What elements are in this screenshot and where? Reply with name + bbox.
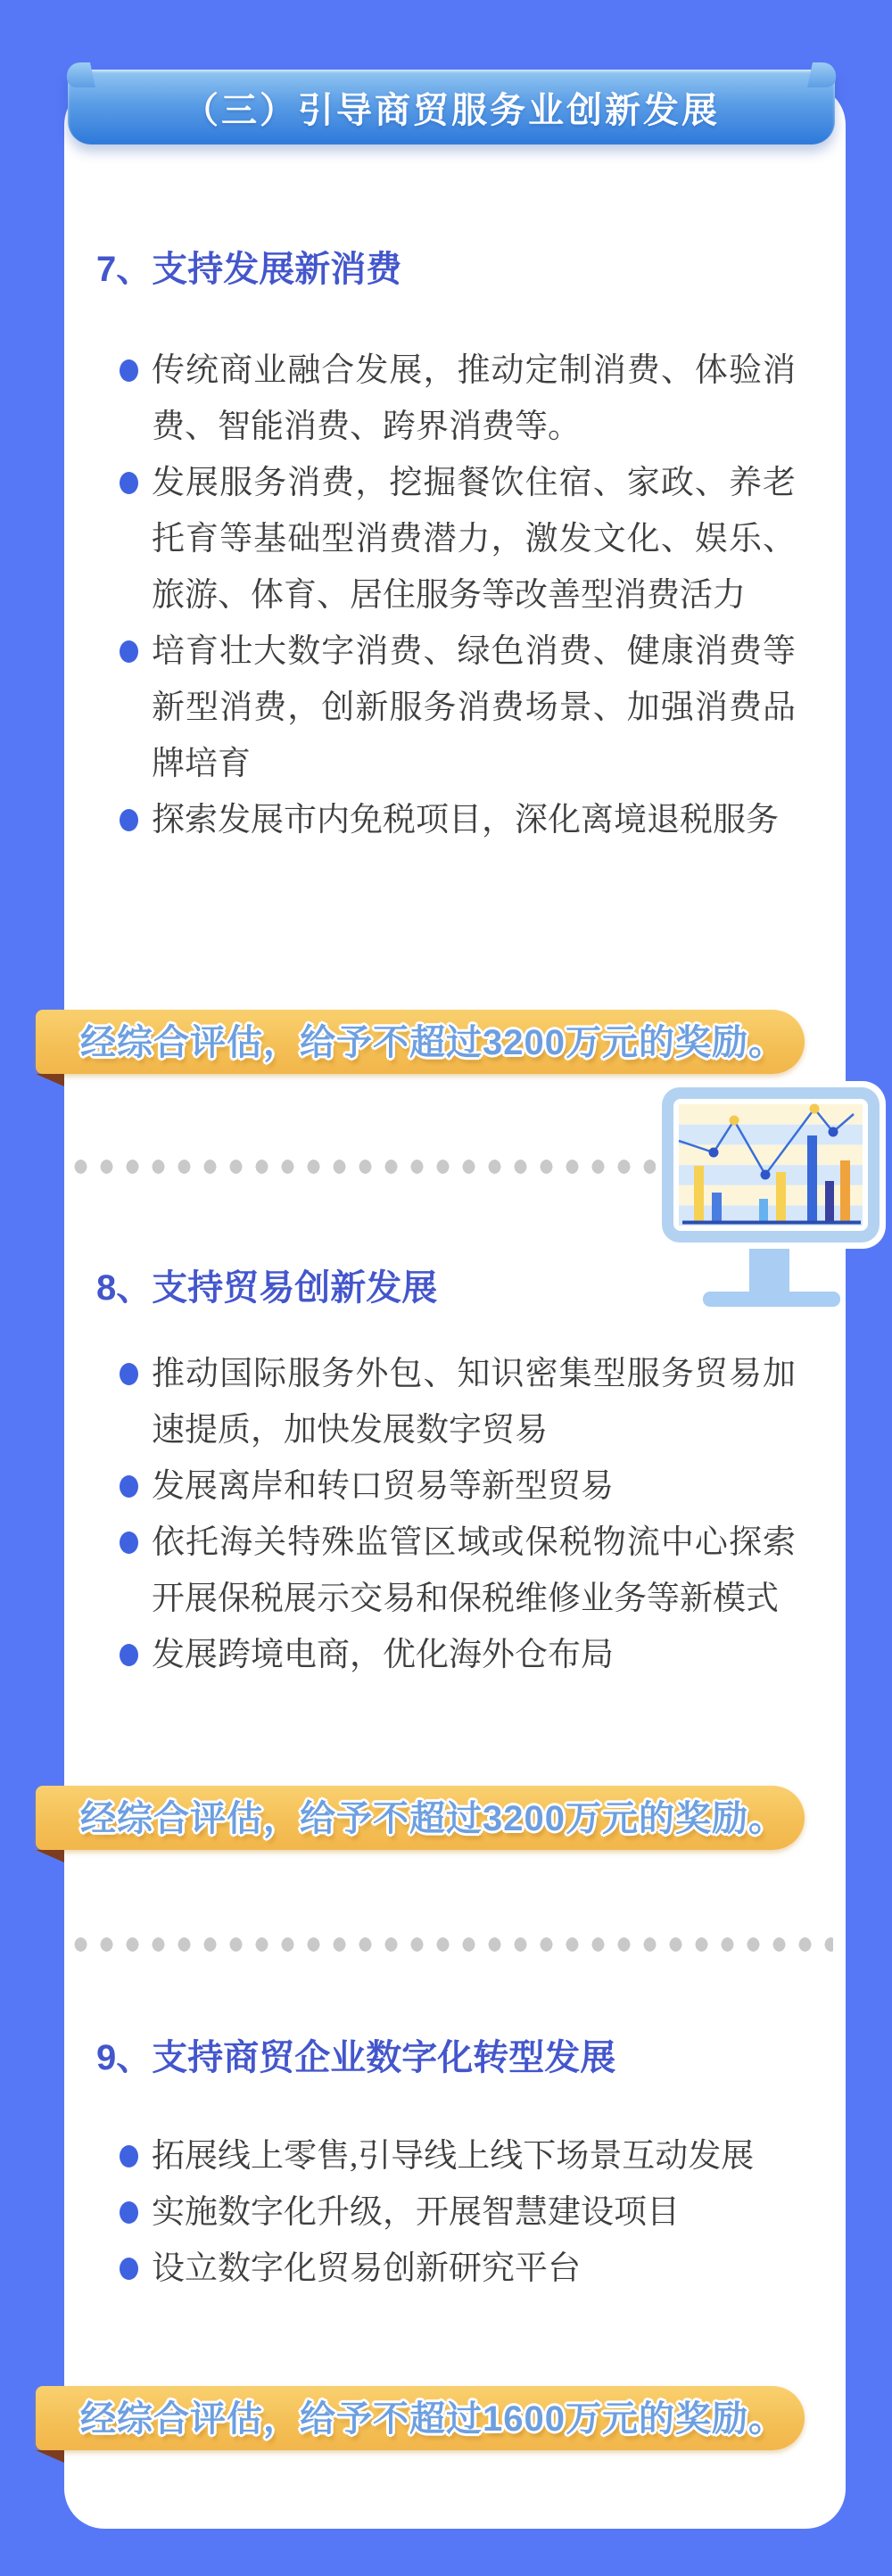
bullet-text: 发展服务消费，挖掘餐饮住宿、家政、养老托育等基础型消费潜力，激发文化、娱乐、旅游、体育、居住服务等改善型消费活力 xyxy=(152,465,796,614)
bullet-dot-icon xyxy=(120,809,138,831)
bullet-text: 培育壮大数字消费、绿色消费、健康消费等新型消费，创新服务消费场景、加强消费品牌培育 xyxy=(152,633,796,782)
ribbon-fold xyxy=(36,1074,64,1086)
section-7-title: 7、支持发展新消费 xyxy=(96,250,402,289)
bullet-text: 实施数字化升级，开展智慧建设项目 xyxy=(152,2194,680,2231)
list-item xyxy=(120,1346,796,1458)
reward-banner-9 xyxy=(36,2386,805,2450)
screen-stripes xyxy=(679,1104,863,1226)
bullet-dot-icon xyxy=(120,1363,138,1385)
bullet-dot-icon xyxy=(120,640,138,663)
monitor-stand-neck xyxy=(749,1249,789,1293)
reward-banner-7 xyxy=(36,1010,805,1074)
bullet-text: 设立数字化贸易创新研究平台 xyxy=(152,2250,581,2287)
bullet-text: 拓展线上零售,引导线上线下场景互动发展 xyxy=(152,2138,755,2175)
section-7-bullets xyxy=(120,343,796,848)
section-9-bullets xyxy=(120,2128,796,2297)
list-item xyxy=(120,455,796,623)
dotted-divider xyxy=(68,1160,657,1174)
bullet-text: 推动国际服务外包、知识密集型服务贸易加速提质，加快发展数字贸易 xyxy=(152,1356,796,1449)
bullet-dot-icon xyxy=(120,1532,138,1554)
page-title: （三）引导商贸服务业创新发展 xyxy=(183,90,720,130)
bullet-dot-icon xyxy=(120,1475,138,1498)
bullet-dot-icon xyxy=(120,2201,138,2224)
list-item xyxy=(120,2184,796,2241)
reward-banner-8 xyxy=(36,1786,805,1850)
list-item xyxy=(120,623,796,792)
list-item xyxy=(120,1627,796,1683)
monitor-stand-base xyxy=(703,1292,840,1307)
bullet-text: 依托海关特殊监管区域或保税物流中心探索开展保税展示交易和保税维修业务等新模式 xyxy=(152,1524,796,1617)
bullet-text: 探索发展市内免税项目，深化离境退税服务 xyxy=(152,802,779,838)
section-9-title: 9、支持商贸企业数字化转型发展 xyxy=(96,2038,616,2077)
bullet-text: 发展离岸和转口贸易等新型贸易 xyxy=(152,1468,614,1505)
bullet-text: 发展跨境电商，优化海外仓布局 xyxy=(152,1637,614,1673)
reward-text: 经综合评估，给予不超过3200万元的奖励。 xyxy=(80,1799,785,1838)
section-8-title: 8、支持贸易创新发展 xyxy=(96,1268,438,1308)
ribbon-fold xyxy=(36,2450,64,2463)
bullet-dot-icon xyxy=(120,2258,138,2280)
reward-text: 经综合评估，给予不超过3200万元的奖励。 xyxy=(80,1023,785,1062)
bullet-text: 传统商业融合发展，推动定制消费、体验消费、智能消费、跨界消费等。 xyxy=(152,352,796,445)
list-item xyxy=(120,1515,796,1627)
monitor-chart-illustration xyxy=(656,1081,888,1308)
ribbon-fold xyxy=(36,1850,64,1862)
bullet-dot-icon xyxy=(120,359,138,382)
list-item xyxy=(120,1458,796,1515)
list-item xyxy=(120,2128,796,2184)
section-8-bullets xyxy=(120,1346,796,1683)
dotted-divider xyxy=(68,1937,833,1952)
bullet-dot-icon xyxy=(120,2145,138,2167)
bullet-dot-icon xyxy=(120,1644,138,1666)
list-item xyxy=(120,2241,796,2297)
list-item xyxy=(120,343,796,455)
bullet-dot-icon xyxy=(120,472,138,494)
list-item xyxy=(120,792,796,848)
header-ribbon xyxy=(68,70,835,144)
reward-text: 经综合评估，给予不超过1600万元的奖励。 xyxy=(80,2399,785,2439)
